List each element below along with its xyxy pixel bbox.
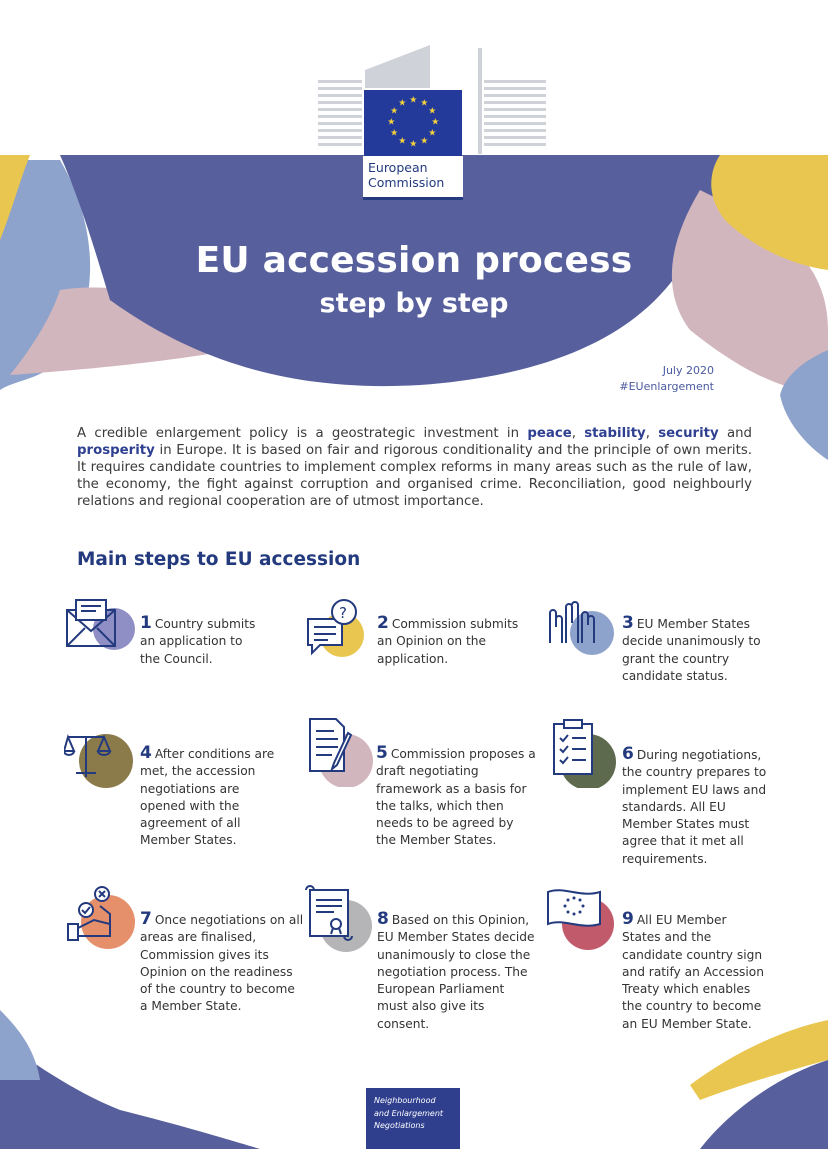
step-number: 8: [377, 909, 389, 929]
clipboard-checklist-icon: [552, 718, 632, 788]
raised-hands-icon: [546, 597, 626, 667]
scales-icon: [64, 727, 144, 797]
intro-text: A credible enlargement policy is a geostrategic investment in: [77, 426, 528, 441]
step-number: 9: [622, 909, 634, 929]
step-number: 7: [140, 909, 152, 929]
intro-sep: and: [718, 426, 752, 441]
keyword-prosperity: prosperity: [77, 443, 155, 458]
certificate-scroll-icon: [304, 884, 384, 954]
speech-bubbles-icon: [304, 597, 384, 667]
eu-star-icon: ★: [387, 117, 396, 128]
eu-star-icon: ★: [420, 98, 429, 109]
step-number: 5: [376, 743, 388, 763]
step-text: Based on this Opinion, EU Member States decide unanimously to close the negotiation process. The European Parliament must also give its consent.: [377, 913, 535, 1031]
eu-star-icon: ★: [431, 117, 440, 128]
european-commission-logo: [363, 156, 463, 200]
step-text: Commission proposes a draft negotiating framework as a basis for the talks, which then needs to be agreed by the Member States.: [376, 747, 536, 848]
eu-star-icon: ★: [409, 139, 418, 150]
step-text: After conditions are met, the accession negotiations are opened with the agreement of all Member States.: [140, 747, 275, 848]
intro-text-rest: in Europe. It is based on fair and rigorous conditionality and the principle of own merits. It requires candidate countries to implement complex reforms in many areas such as the rule of law, the economy, the fight against corruption and organised crime. Reconciliation, good neighbourly relations and regional cooperation are of utmost importance.: [77, 443, 752, 509]
footer-line2: and Enlargement: [374, 1108, 444, 1118]
footer-badge-dg-near: [366, 1088, 460, 1149]
eu-star-icon: ★: [390, 106, 399, 117]
section-title: Main steps to EU accession: [77, 549, 361, 570]
step-text: Once negotiations on all areas are finalised, Commission gives its Opinion on the readiness of the country to become a Member State.: [140, 913, 304, 1014]
intro-sep: ,: [645, 426, 659, 441]
intro-sep: ,: [571, 426, 585, 441]
org-name-line2: Commission: [368, 174, 445, 190]
step-text: Country submits an application to the Council.: [140, 617, 256, 666]
org-name-line1: European: [368, 160, 428, 175]
publication-date: July 2020: [662, 364, 714, 377]
footer-line1: Neighbourhood: [374, 1096, 436, 1105]
step-text: All EU Member States and the candidate country sign and ratify an Accession Treaty which enables the country to become an EU Member State.: [622, 913, 764, 1031]
page-title: EU accession process: [195, 240, 633, 281]
document-pen-icon: [304, 717, 384, 787]
step-text: Commission submits an Opinion on the application.: [377, 617, 519, 666]
step-number: 3: [622, 613, 634, 633]
hands-check-icon: [64, 884, 144, 954]
step-number: 6: [622, 744, 634, 764]
keyword-peace: peace: [527, 426, 572, 441]
step-text: During negotiations, the country prepares to implement EU laws and standards. All EU Member States must agree that it met all requirements.: [622, 748, 767, 866]
hashtag-link[interactable]: #EUenlargement: [619, 380, 714, 393]
step-number: 4: [140, 743, 152, 763]
eu-star-icon: ★: [428, 106, 437, 117]
step-text: EU Member States decide unanimously to grant the country candidate status.: [622, 617, 761, 683]
step-number: 2: [377, 613, 389, 633]
page-subtitle: step by step: [319, 288, 509, 319]
step-number: 1: [140, 613, 152, 633]
eu-star-icon: ★: [420, 136, 429, 147]
eu-star-icon: ★: [390, 128, 399, 139]
eu-flag-icon: [546, 884, 626, 954]
eu-star-icon: ★: [428, 128, 437, 139]
svg-text:?: ?: [339, 604, 347, 622]
keyword-stability: stability: [584, 426, 646, 441]
footer-line3: Negotiations: [374, 1121, 425, 1130]
intro-paragraph: [77, 425, 752, 510]
date-block: [619, 363, 714, 395]
envelope-icon: [64, 597, 144, 667]
keyword-security: security: [658, 426, 719, 441]
eu-star-icon: ★: [398, 136, 407, 147]
eu-star-icon: ★: [409, 95, 418, 106]
eu-star-icon: ★: [398, 98, 407, 109]
